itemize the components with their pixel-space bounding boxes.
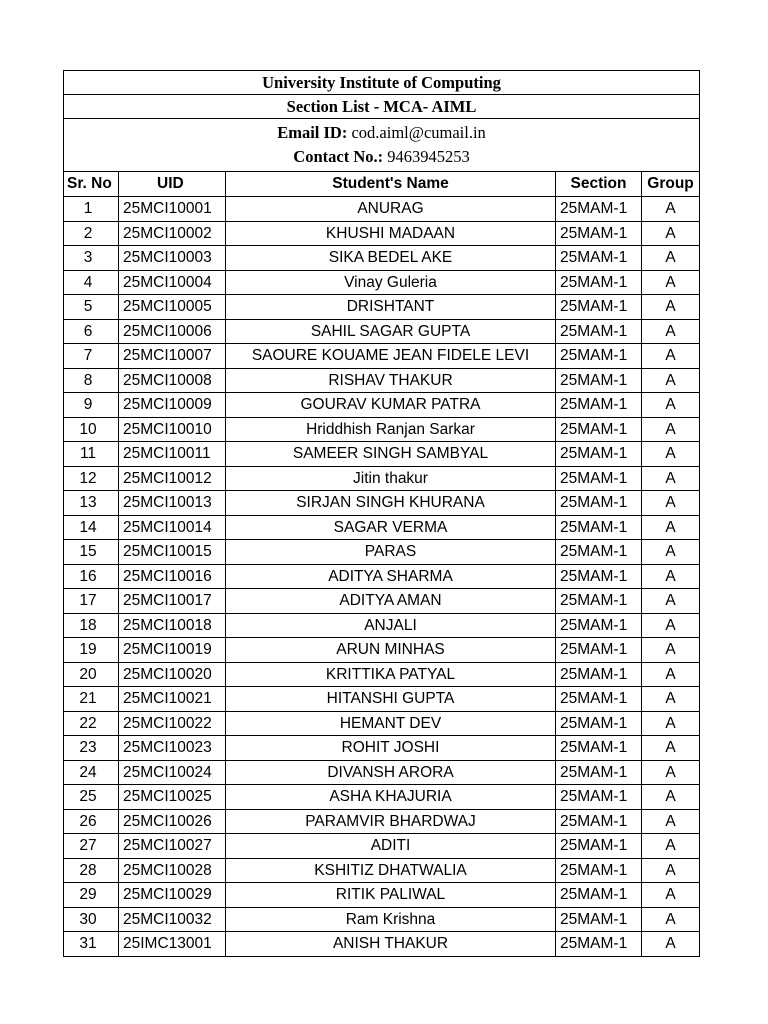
section-cell: 25MAM-1 [556,491,642,516]
group-cell: A [642,834,700,859]
section-cell: 25MAM-1 [556,466,642,491]
group-cell: A [642,442,700,467]
sr-no-cell: 2 [64,221,119,246]
section-cell: 25MAM-1 [556,344,642,369]
uid-cell: 25MCI10012 [119,466,226,491]
student-name-cell: ADITI [226,834,556,859]
table-row [64,564,700,589]
uid-cell: 25MCI10022 [119,711,226,736]
student-name-cell: RISHAV THAKUR [226,368,556,393]
table-row [64,638,700,663]
group-cell: A [642,368,700,393]
student-name-cell: KRITTIKA PATYAL [226,662,556,687]
student-rows [64,197,700,957]
uid-cell: 25MCI10029 [119,883,226,908]
uid-cell: 25MCI10017 [119,589,226,614]
section-list-table [63,70,700,957]
uid-cell: 25MCI10002 [119,221,226,246]
sr-no-cell: 19 [64,638,119,663]
table-row [64,687,700,712]
sr-no-cell: 1 [64,197,119,222]
student-name-cell: SIRJAN SINGH KHURANA [226,491,556,516]
section-cell: 25MAM-1 [556,368,642,393]
uid-cell: 25MCI10014 [119,515,226,540]
uid-cell: 25MCI10027 [119,834,226,859]
uid-cell: 25MCI10003 [119,246,226,271]
sr-no-cell: 20 [64,662,119,687]
column-header-sr-no: Sr. No [64,172,119,197]
uid-cell: 25MCI10001 [119,197,226,222]
group-cell: A [642,491,700,516]
table-row [64,711,700,736]
sr-no-cell: 28 [64,858,119,883]
column-header-uid: UID [119,172,226,197]
section-cell: 25MAM-1 [556,883,642,908]
uid-cell: 25MCI10013 [119,491,226,516]
student-name-cell: PARAS [226,540,556,565]
sr-no-cell: 15 [64,540,119,565]
email-label: Email ID: [277,123,348,142]
section-cell: 25MAM-1 [556,638,642,663]
student-name-cell: RITIK PALIWAL [226,883,556,908]
table-row [64,319,700,344]
section-cell: 25MAM-1 [556,589,642,614]
section-cell: 25MAM-1 [556,858,642,883]
group-cell: A [642,883,700,908]
section-cell: 25MAM-1 [556,711,642,736]
group-cell: A [642,638,700,663]
sr-no-cell: 18 [64,613,119,638]
table-row [64,907,700,932]
section-cell: 25MAM-1 [556,907,642,932]
sr-no-cell: 12 [64,466,119,491]
sr-no-cell: 13 [64,491,119,516]
sr-no-cell: 22 [64,711,119,736]
student-name-cell: SAGAR VERMA [226,515,556,540]
section-cell: 25MAM-1 [556,687,642,712]
group-cell: A [642,564,700,589]
table-row [64,368,700,393]
student-name-cell: HITANSHI GUPTA [226,687,556,712]
sr-no-cell: 11 [64,442,119,467]
student-name-cell: ANISH THAKUR [226,932,556,957]
table-row [64,246,700,271]
sr-no-cell: 14 [64,515,119,540]
group-cell: A [642,344,700,369]
section-cell: 25MAM-1 [556,515,642,540]
table-row [64,344,700,369]
contact-value: 9463945253 [387,147,470,166]
table-row [64,736,700,761]
uid-cell: 25MCI10009 [119,393,226,418]
sr-no-cell: 7 [64,344,119,369]
student-name-cell: ADITYA SHARMA [226,564,556,589]
section-cell: 25MAM-1 [556,760,642,785]
uid-cell: 25MCI10021 [119,687,226,712]
section-cell: 25MAM-1 [556,270,642,295]
sr-no-cell: 8 [64,368,119,393]
table-row [64,417,700,442]
section-cell: 25MAM-1 [556,246,642,271]
student-name-cell: DIVANSH ARORA [226,760,556,785]
student-name-cell: SAMEER SINGH SAMBYAL [226,442,556,467]
section-cell: 25MAM-1 [556,540,642,565]
institute-title: University Institute of Computing [64,71,700,95]
sr-no-cell: 3 [64,246,119,271]
group-cell: A [642,515,700,540]
sr-no-cell: 5 [64,295,119,320]
student-name-cell: HEMANT DEV [226,711,556,736]
student-name-cell: Hriddhish Ranjan Sarkar [226,417,556,442]
sr-no-cell: 21 [64,687,119,712]
uid-cell: 25MCI10008 [119,368,226,393]
uid-cell: 25MCI10020 [119,662,226,687]
contact-label: Contact No.: [293,147,384,166]
section-cell: 25MAM-1 [556,417,642,442]
sr-no-cell: 6 [64,319,119,344]
column-header-section: Section [556,172,642,197]
group-cell: A [642,295,700,320]
uid-cell: 25MCI10023 [119,736,226,761]
group-cell: A [642,687,700,712]
uid-cell: 25MCI10032 [119,907,226,932]
student-name-cell: SAHIL SAGAR GUPTA [226,319,556,344]
sr-no-cell: 23 [64,736,119,761]
column-header-group: Group [642,172,700,197]
group-cell: A [642,540,700,565]
email-value: cod.aiml@cumail.in [351,123,486,142]
uid-cell: 25MCI10016 [119,564,226,589]
group-cell: A [642,417,700,442]
group-cell: A [642,785,700,810]
uid-cell: 25MCI10007 [119,344,226,369]
group-cell: A [642,932,700,957]
section-cell: 25MAM-1 [556,834,642,859]
table-row [64,442,700,467]
section-cell: 25MAM-1 [556,564,642,589]
student-name-cell: KSHITIZ DHATWALIA [226,858,556,883]
sr-no-cell: 10 [64,417,119,442]
table-row [64,834,700,859]
student-name-cell: KHUSHI MADAAN [226,221,556,246]
table-row [64,613,700,638]
student-name-cell: SIKA BEDEL AKE [226,246,556,271]
uid-cell: 25MCI10005 [119,295,226,320]
uid-cell: 25MCI10028 [119,858,226,883]
table-row [64,540,700,565]
sr-no-cell: 30 [64,907,119,932]
student-name-cell: PARAMVIR BHARDWAJ [226,809,556,834]
group-cell: A [642,466,700,491]
section-cell: 25MAM-1 [556,393,642,418]
table-row [64,760,700,785]
section-cell: 25MAM-1 [556,442,642,467]
sr-no-cell: 17 [64,589,119,614]
group-cell: A [642,858,700,883]
sr-no-cell: 9 [64,393,119,418]
table-row [64,270,700,295]
uid-cell: 25MCI10004 [119,270,226,295]
table-row [64,295,700,320]
group-cell: A [642,221,700,246]
uid-cell: 25MCI10011 [119,442,226,467]
sr-no-cell: 29 [64,883,119,908]
sr-no-cell: 25 [64,785,119,810]
uid-cell: 25MCI10019 [119,638,226,663]
student-name-cell: ANJALI [226,613,556,638]
group-cell: A [642,197,700,222]
group-cell: A [642,246,700,271]
section-cell: 25MAM-1 [556,295,642,320]
section-cell: 25MAM-1 [556,197,642,222]
student-name-cell: ADITYA AMAN [226,589,556,614]
uid-cell: 25MCI10018 [119,613,226,638]
group-cell: A [642,589,700,614]
uid-cell: 25MCI10010 [119,417,226,442]
email-line [64,121,699,145]
uid-cell: 25MCI10024 [119,760,226,785]
sr-no-cell: 4 [64,270,119,295]
contact-line [64,145,699,169]
table-row [64,197,700,222]
section-cell: 25MAM-1 [556,736,642,761]
contact-block [64,119,700,172]
section-list-title: Section List - MCA- AIML [64,95,700,119]
group-cell: A [642,736,700,761]
table-row [64,221,700,246]
table-row [64,883,700,908]
uid-cell: 25MCI10015 [119,540,226,565]
student-name-cell: ANURAG [226,197,556,222]
uid-cell: 25MCI10006 [119,319,226,344]
group-cell: A [642,711,700,736]
uid-cell: 25MCI10025 [119,785,226,810]
student-name-cell: DRISHTANT [226,295,556,320]
section-cell: 25MAM-1 [556,319,642,344]
table-row [64,785,700,810]
group-cell: A [642,319,700,344]
group-cell: A [642,613,700,638]
section-cell: 25MAM-1 [556,662,642,687]
group-cell: A [642,809,700,834]
group-cell: A [642,662,700,687]
sr-no-cell: 24 [64,760,119,785]
student-name-cell: Ram Krishna [226,907,556,932]
table-row [64,932,700,957]
sr-no-cell: 16 [64,564,119,589]
section-cell: 25MAM-1 [556,221,642,246]
group-cell: A [642,907,700,932]
table-row [64,466,700,491]
group-cell: A [642,760,700,785]
student-name-cell: GOURAV KUMAR PATRA [226,393,556,418]
table-row [64,809,700,834]
table-row [64,491,700,516]
section-cell: 25MAM-1 [556,613,642,638]
table-row [64,393,700,418]
sr-no-cell: 26 [64,809,119,834]
student-name-cell: ROHIT JOSHI [226,736,556,761]
table-row [64,589,700,614]
sr-no-cell: 31 [64,932,119,957]
table-row [64,858,700,883]
student-name-cell: Jitin thakur [226,466,556,491]
uid-cell: 25IMC13001 [119,932,226,957]
student-name-cell: SAOURE KOUAME JEAN FIDELE LEVI [226,344,556,369]
student-name-cell: ASHA KHAJURIA [226,785,556,810]
group-cell: A [642,393,700,418]
section-cell: 25MAM-1 [556,932,642,957]
uid-cell: 25MCI10026 [119,809,226,834]
student-name-cell: Vinay Guleria [226,270,556,295]
sr-no-cell: 27 [64,834,119,859]
group-cell: A [642,270,700,295]
table-row [64,662,700,687]
section-cell: 25MAM-1 [556,785,642,810]
section-cell: 25MAM-1 [556,809,642,834]
table-row [64,515,700,540]
column-header-student-name: Student's Name [226,172,556,197]
student-name-cell: ARUN MINHAS [226,638,556,663]
